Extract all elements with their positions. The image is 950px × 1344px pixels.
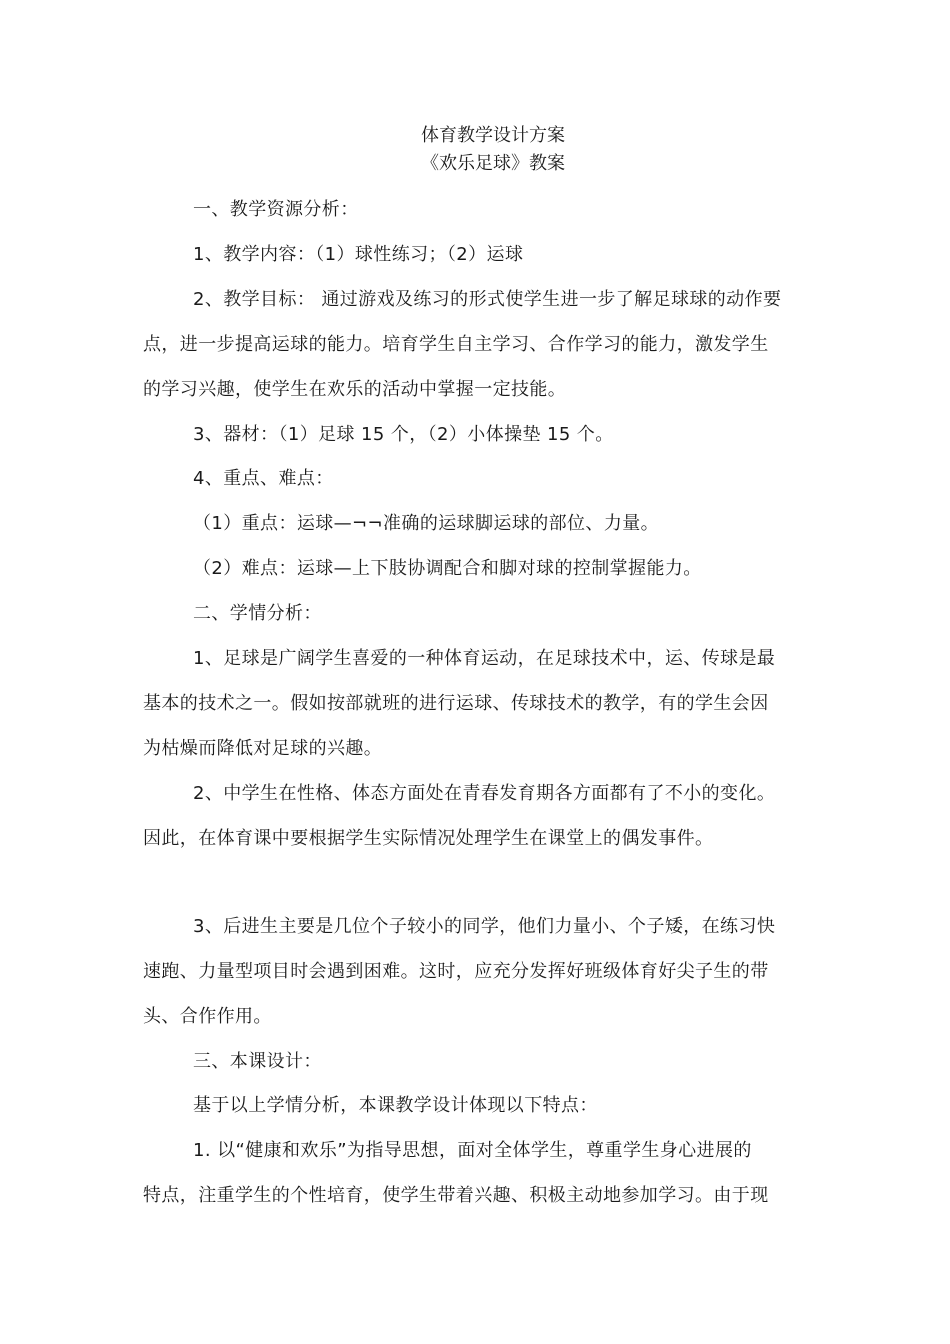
paragraph-line: 点，进一步提高运球的能力。培育学生自主学习、合作学习的能力，激发学生 [143, 334, 769, 355]
document-subtitle: 《欢乐足球》教案 [421, 153, 565, 174]
paragraph-line: 基于以上学情分析，本课教学设计体现以下特点： [193, 1095, 598, 1116]
paragraph-line: 2、中学生在性格、体态方面处在青春发育期各方面都有了不小的变化。 [193, 783, 776, 804]
paragraph-line: 速跑、力量型项目时会遇到困难。这时，应充分发挥好班级体育好尖子生的带 [143, 961, 769, 982]
paragraph-line: 基本的技术之一。假如按部就班的进行运球、传球技术的教学，有的学生会因 [143, 693, 769, 714]
paragraph-line: 1. 以“健康和欢乐”为指导思想，面对全体学生，尊重学生身心进展的 [193, 1140, 752, 1161]
paragraph-line: 3、器材：（1）足球 15 个，（2）小体操垫 15 个。 [193, 424, 614, 445]
paragraph-line: 2、教学目标： 通过游戏及练习的形式使学生进一步了解足球球的动作要 [193, 289, 782, 310]
paragraph-line: （2）难点：运球—上下肢协调配合和脚对球的控制掌握能力。 [193, 558, 702, 579]
paragraph-line: 1、足球是广阔学生喜爱的一种体育运动，在足球技术中，运、传球是最 [193, 648, 776, 669]
paragraph-line: 的学习兴趣，使学生在欢乐的活动中掌握一定技能。 [143, 379, 567, 400]
paragraph-line: 特点，注重学生的个性培育，使学生带着兴趣、积极主动地参加学习。由于现 [143, 1185, 769, 1206]
section-heading-resources: 一、教学资源分析： [193, 199, 359, 220]
paragraph-line: 1、教学内容：（1）球性练习；（2）运球 [193, 244, 524, 265]
document-title: 体育教学设计方案 [421, 125, 565, 146]
paragraph-line: （1）重点：运球—¬¬准确的运球脚运球的部位、力量。 [193, 513, 660, 534]
section-heading-design: 三、本课设计： [193, 1051, 322, 1072]
paragraph-line: 3、后进生主要是几位个子较小的同学，他们力量小、个子矮，在练习快 [193, 916, 776, 937]
paragraph-line: 因此，在体育课中要根据学生实际情况处理学生在课堂上的偶发事件。 [143, 828, 714, 849]
paragraph-line: 4、重点、难点： [193, 468, 334, 489]
paragraph-line: 头、合作作用。 [143, 1006, 272, 1027]
section-heading-students: 二、学情分析： [193, 603, 322, 624]
paragraph-line: 为枯燥而降低对足球的兴趣。 [143, 738, 383, 759]
